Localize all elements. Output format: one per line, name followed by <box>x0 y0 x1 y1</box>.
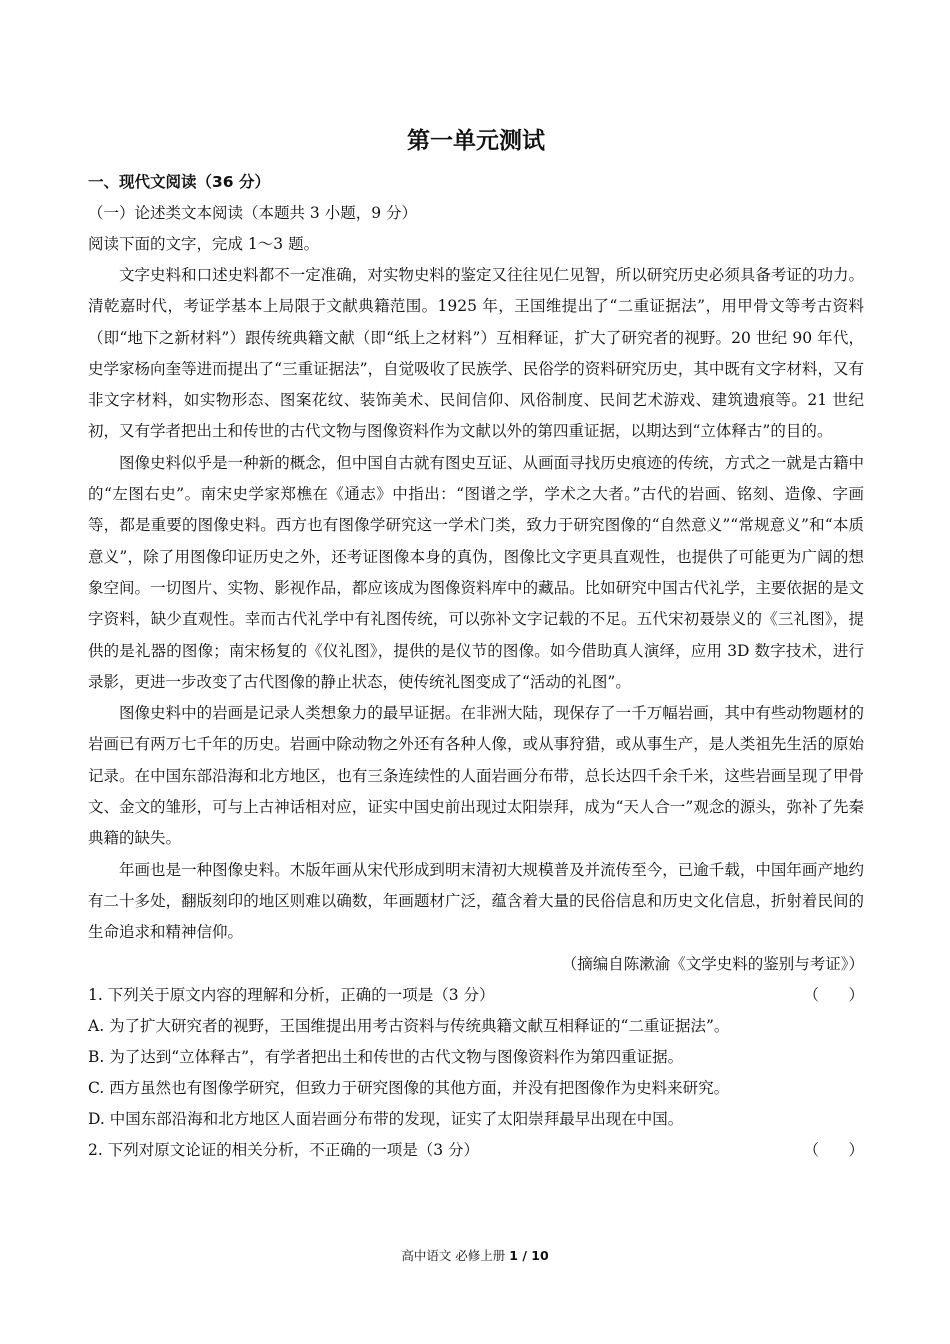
answer-blank: （ ） <box>803 1140 864 1159</box>
reading-instruction: 阅读下面的文字，完成 1～3 题。 <box>88 235 320 253</box>
content-body <box>88 167 864 1166</box>
question-2-stem <box>88 1135 864 1166</box>
page-number: 1 / 10 <box>509 1248 549 1263</box>
question-1-option-b: B. 为了达到“立体释古”，有学者把出土和传世的古代文物与图像资料作为第四重证据。 <box>88 1047 684 1066</box>
question-text: 2. 下列对原文论证的相关分析，不正确的一项是（3 分） <box>88 1140 480 1159</box>
question-text: 1. 下列关于原文内容的理解和分析，正确的一项是（3 分） <box>88 985 495 1004</box>
question-1-option-a: A. 为了扩大研究者的视野，王国维提出用考古资料与传统典籍文献互相释证的“二重证据法”。 <box>88 1016 730 1035</box>
question-1-option-d: D. 中国东部沿海和北方地区人面岩画分布带的发现，证实了太阳崇拜最早出现在中国。 <box>88 1109 684 1128</box>
passage-paragraph: 图像史料中的岩画是记录人类想象力的最早证据。在非洲大陆，现保存了一千万幅岩画，其中有些动物题材的岩画已有两万七千年的历史。岩画中除动物之外还有各种人像，或从事狩猎，或从事生产，是人类祖先生活的原始记录。在中国东部沿海和北方地区，也有三条连续性的人面岩画分布带，总长达四千余千米，这些岩画呈现了甲骨文、金文的雏形，可与上古神话相对应，证实中国史前出现过太阳崇拜，成为“天人合一”观念的源头，弥补了先秦典籍的缺失。 <box>88 704 864 848</box>
section-heading: 一、现代文阅读（36 分） <box>88 173 270 191</box>
passage-source: （摘编自陈漱渝《文学史料的鉴别与考证》） <box>561 954 864 973</box>
page-title: 第一单元测试 <box>407 128 545 154</box>
passage-paragraph: 图像史料似乎是一种新的概念，但中国自古就有图史互证、从画面寻找历史痕迹的传统，方式之一就是古籍中的“左图右史”。南宋史学家郑樵在《通志》中指出：“图谱之学，学术之大者。”古代的岩画、铭刻、造像、字画等，都是重要的图像史料。西方也有图像学研究这一学术门类，致力于研究图像的“自然意义”“常规意义”和“本质意义”，除了用图像印证历史之外，还考证图像本身的真伪，图像比文字更具直观性，也提供了可能更为广阔的想象空间。一切图片、实物、影视作品，都应该成为图像资料库中的藏品。比如研究中国古代礼学，主要依据的是文字资料，缺少直观性。幸而古代礼学中有礼图传统，可以弥补文字记载的不足。五代宋初聂崇义的《三礼图》，提供的是礼器的图像；南宋杨复的《仪礼图》，提供的是仪节的图像。如今借助真人演绎，应用 3D 数字技术，进行录影，更进一步改变了古代图像的静止状态，使传统礼图变成了“活动的礼图”。 <box>88 453 864 691</box>
section-subheading: （一）论述类文本阅读（本题共 3 小题，9 分） <box>88 204 418 222</box>
page-footer <box>0 1247 950 1265</box>
answer-blank: （ ） <box>803 985 864 1004</box>
question-1-option-c: C. 西方虽然也有图像学研究，但致力于研究图像的其他方面，并没有把图像作为史料来研究。 <box>88 1078 730 1097</box>
question-1-stem <box>88 980 864 1011</box>
footer-label: 高中语文 必修上册 <box>401 1248 506 1263</box>
passage-paragraph: 年画也是一种图像史料。木版年画从宋代形成到明末清初大规模普及并流传至今，已逾千载，中国年画产地约有二十多处，翻版刻印的地区则难以确数，年画题材广泛，蕴含着大量的民俗信息和历史文化信息，折射着民间的生命追求和精神信仰。 <box>88 860 864 942</box>
passage-paragraph: 文字史料和口述史料都不一定准确，对实物史料的鉴定又往往见仁见智，所以研究历史必须具备考证的功力。清乾嘉时代，考证学基本上局限于文献典籍范围。1925 年，王国维提出了“二重证据法”，用甲骨文等考古资料（即“地下之新材料”）跟传统典籍文献（即“纸上之材料”）互相释证，扩大了研究者的视野。20 世纪 90 年代，史学家杨向奎等进而提出了“三重证据法”，自觉吸收了民族学、民俗学的资料研究历史，其中既有文字材料，又有非文字材料，如实物形态、图案花纹、装饰美术、民间信仰、风俗制度、民间艺术游戏、建筑遗痕等。21 世纪初，又有学者把出土和传世的古代文物与图像资料作为文献以外的第四重证据，以期达到“立体释古”的目的。 <box>88 266 864 441</box>
